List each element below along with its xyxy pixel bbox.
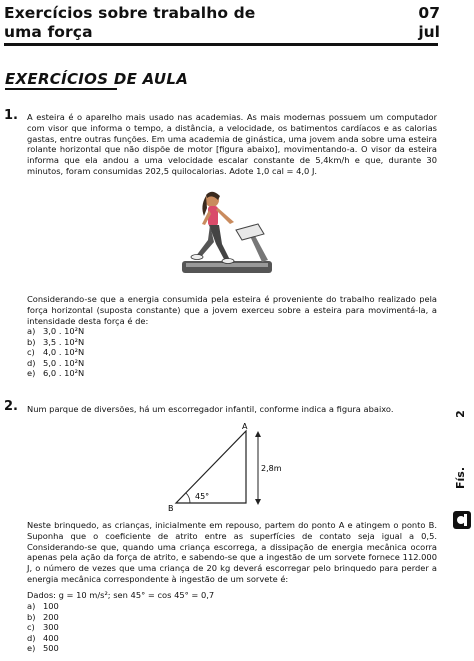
option[interactable]: d) 5,0 . 10²N	[27, 357, 85, 368]
option[interactable]: b) 3,5 . 10²N	[27, 336, 85, 347]
page-title	[4, 4, 255, 42]
section-underline	[5, 88, 117, 90]
header-divider	[4, 43, 438, 46]
side-page-number: 2	[454, 410, 467, 418]
treadmill-console	[236, 224, 264, 240]
option[interactable]: d) 400	[27, 632, 59, 643]
question-2-options	[27, 601, 59, 654]
title-line-2: uma força	[4, 23, 93, 41]
date-day: 07	[418, 4, 440, 22]
date-block	[418, 4, 440, 42]
brand-logo-icon	[452, 510, 472, 530]
height-label: 2,8m	[261, 464, 282, 473]
question-1-number: 1.	[4, 108, 18, 123]
option[interactable]: b) 200	[27, 611, 59, 622]
angle-label: 45°	[195, 492, 210, 501]
section-title: EXERCÍCIOS DE AULA	[5, 70, 189, 88]
treadmill-illustration	[178, 186, 278, 282]
question-2-text: Num parque de diversões, há um escorregador infantil, conforme indica a figura abaixo.	[27, 404, 394, 414]
option[interactable]: a) 3,0 . 10²N	[27, 326, 85, 336]
question-2-number: 2.	[4, 399, 18, 414]
page-header	[4, 3, 440, 43]
question-1-prompt: Considerando-se que a energia consumida pela esteira é proveniente do trabalho realizado pela força horizontal (suposta constante) que a jovem exerceu sobre a esteira para movimentá-la, a intensidade desta força é de:	[27, 294, 437, 326]
slide-diagram	[160, 421, 290, 513]
point-b-label: B	[168, 504, 174, 513]
question-1-options	[27, 326, 84, 379]
slide-triangle	[176, 431, 246, 503]
option[interactable]: e) 6,0 . 10²N	[27, 368, 85, 379]
option[interactable]: e) 500	[27, 643, 59, 654]
question-1-text: A esteira é o aparelho mais usado nas academias. As mais modernas possuem um computador com visor que informa o tempo, a distância, a velocidade, os batimentos cardíacos e as calorias gastas, entre outras funções. Em uma academia de ginástica, uma jovem anda sobre uma esteira rolante horizontal que não dispõe de motor [figura abaixo], movimentando-a. O visor da esteira informa que ela andou a uma velocidade escalar constante de 5,4km/h e que, durante 30 minutos, foram consumidas 202,5 quilocalorias. Adote 1,0 cal = 4,0 J.	[27, 112, 437, 176]
question-2-data: Dados: g = 10 m/s²; sen 45° = cos 45° = 0,7	[27, 590, 215, 600]
option[interactable]: a) 100	[27, 601, 59, 611]
treadmill-post	[250, 234, 268, 262]
question-2-prompt: Neste brinquedo, as crianças, inicialmente em repouso, partem do ponto A e atingem o ponto B. Suponha que o coeficiente de atrito entre as superfícies de contato seja igual a 0,5. Considerando-se que, quando uma criança escorrega, a dissipação de energia mecânica ocorra apenas pela ação da força de atrito, e sabendo-se que a ingestão de um sorvete fornece 112.000 J, o número de vezes que uma criança de 20 kg deverá escorregar pelo brinquedo para perder a energia mecânica correspondente à ingestão de um sorvete é:	[27, 520, 437, 584]
option[interactable]: c) 4,0 . 10²N	[27, 347, 85, 358]
side-subject: Fís.	[454, 467, 467, 490]
option[interactable]: c) 300	[27, 622, 59, 633]
title-line-1: Exercícios sobre trabalho de	[4, 4, 256, 22]
date-month: jul	[418, 23, 440, 41]
point-a-label: A	[242, 422, 248, 431]
